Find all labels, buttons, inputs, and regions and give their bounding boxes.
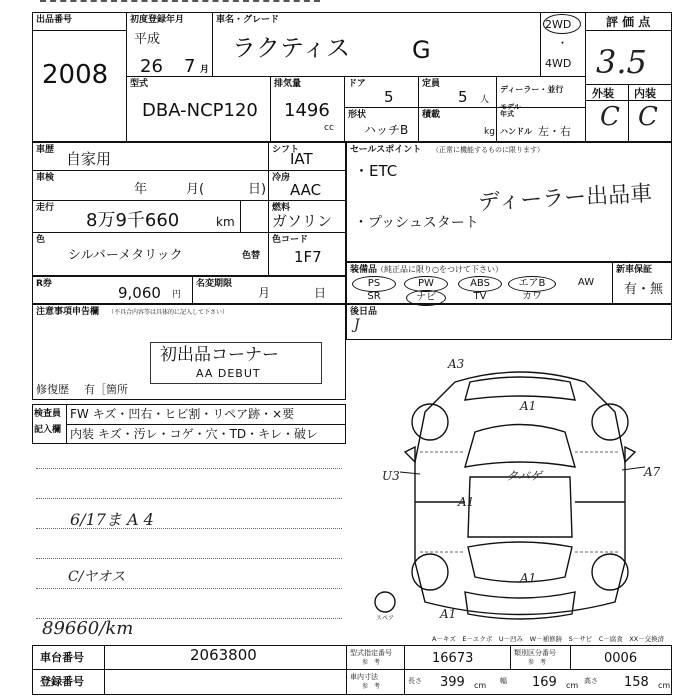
ext-label: 外装 (592, 87, 614, 100)
color-value: シルバーメタリック (68, 248, 183, 263)
inner-dim-ref: 参 考 (362, 683, 381, 690)
mark-u3: U3 (382, 469, 400, 483)
ac-label: 冷房 (272, 173, 291, 183)
mark-roof: タバゲ (506, 469, 542, 483)
mileage-value: 8万9千660 (86, 210, 180, 231)
reg-year: 26 (140, 56, 163, 77)
color-replace-label: 色替 (242, 251, 261, 261)
debut-stamp-sub: AA DEBUT (196, 367, 261, 380)
kg-unit: kg (484, 127, 495, 137)
model-year-label: モデル年式 (500, 103, 521, 118)
drive-dot: ・ (558, 39, 568, 49)
int-grade: C (638, 102, 658, 132)
reg-month: 7 (184, 56, 196, 77)
inner-dim-label: 車内寸法 (350, 673, 378, 681)
shift-label: シフト (272, 145, 300, 155)
inspector-label-2: 記入欄 (34, 425, 62, 435)
displacement-label: 排気量 (274, 79, 302, 89)
mark-a1-front: A1 (520, 399, 537, 413)
equip-leather: カワ (522, 291, 542, 302)
hand-note-1: C/ヤオス (68, 569, 126, 585)
grade: G (412, 36, 431, 64)
inspection-year: 年 (134, 182, 148, 197)
spare-label: スペア (376, 615, 395, 622)
inspector-line-2: 内装 キズ・汚レ・コゲ・穴・TD・キレ・破レ (70, 427, 319, 441)
equip-ps: PS (352, 276, 396, 292)
mark-a1-bottom: A1 (440, 607, 457, 621)
score-label: 評 価 点 (606, 15, 651, 29)
length-unit: cm (474, 681, 487, 690)
damage-legend: A－キズ E－エクボ U－凹み W－補修跡 S－サビ C－腐食 XX－交換済 (432, 635, 665, 643)
mark-a7: A7 (644, 465, 661, 479)
car-damage-diagram (360, 352, 680, 642)
height-unit: cm (658, 681, 671, 690)
name-change-month: 月 (258, 286, 271, 300)
class-label: 類別区分番号 (514, 649, 556, 657)
handle-value: 左・右 (538, 125, 571, 138)
repair-label: 修復歴 (36, 383, 69, 396)
color-code-label: 色コード (272, 235, 309, 245)
lot-label: 出品番号 (36, 15, 73, 25)
notes-label: 注意事項申告欄 (36, 307, 100, 317)
type-desig-label: 型式指定番号 (350, 649, 392, 657)
sales-points-label: セールスポイント (350, 145, 422, 155)
shift-value: IAT (290, 150, 313, 168)
equip-navi: ナビ (406, 290, 446, 306)
score: 3.5 (596, 43, 647, 81)
recycle-label: R券 (36, 279, 52, 289)
equipment-note: （純正品に限り○をつけて下さい） (376, 265, 503, 274)
recycle-unit: 円 (172, 290, 182, 300)
type-desig-number: 16673 (432, 651, 474, 666)
hand-note-2: 89660/km (42, 618, 134, 639)
width-label: 幅 (500, 677, 507, 685)
displacement: 1496 (284, 100, 330, 121)
name-change-day: 日 (314, 286, 327, 300)
equip-airbag: エアB (508, 276, 556, 292)
door-label: ドア (348, 79, 366, 89)
history-label: 車歴 (36, 145, 55, 155)
shape-label: 形状 (348, 110, 367, 120)
car-name: ラクティス (232, 34, 351, 62)
model-code: DBA-NCP120 (142, 100, 258, 121)
class-number: 0006 (604, 651, 638, 666)
length-value: 399 (440, 675, 465, 690)
equip-abs: ABS (458, 276, 502, 292)
new-warranty-value: 有・無 (624, 282, 664, 297)
debut-stamp-main: 初出品コーナー (160, 345, 279, 365)
color-code: 1F7 (294, 248, 322, 266)
class-ref: 参 考 (528, 659, 547, 666)
inspection-month: 月( (186, 182, 205, 197)
doors: 5 (384, 88, 394, 106)
reg-date-label: 初度登録年月 (130, 15, 185, 25)
fuel-value: ガソリン (272, 212, 333, 230)
reg-number-label: 登録番号 (40, 675, 84, 688)
model-label: 車名・グレード (216, 15, 280, 25)
dealer-stamp: ディーラー出品車 (477, 181, 653, 216)
width-value: 169 (532, 675, 557, 690)
ext-grade: C (600, 102, 620, 132)
lot-number: 2008 (42, 60, 109, 90)
inspection-day: 日) (248, 182, 267, 197)
notes-sub: （不具合内容等は具体的に記入して下さい） (108, 309, 229, 316)
cc-unit: cc (324, 123, 334, 133)
chassis-number: 2063800 (190, 646, 257, 664)
mark-a1-side: A1 (458, 495, 475, 509)
height-value: 158 (624, 675, 649, 690)
width-unit: cm (566, 681, 579, 690)
seats: 5 (458, 88, 468, 106)
ac-value: AAC (290, 181, 322, 199)
int-label: 内装 (634, 87, 656, 100)
rear-items-frame (346, 304, 672, 340)
sales-point-0: ・ETC (354, 162, 398, 180)
seats-label: 定員 (422, 79, 441, 89)
drive-4wd: 4WD (545, 57, 572, 70)
type-label: 型式 (130, 79, 149, 89)
sales-points-note: （正常に機能するものに限ります） (432, 146, 544, 154)
mileage-label: 走行 (36, 203, 55, 213)
repair-value: 有［箇所 (84, 383, 128, 396)
load-label: 積載 (422, 110, 441, 120)
sales-point-1: ・プッシュスタート (354, 215, 479, 231)
header-frame (32, 12, 672, 142)
equip-aw: AW (577, 277, 595, 288)
equip-pw: PW (404, 276, 448, 292)
body-shape: ハッチB (364, 123, 409, 137)
mark-a1-rear: A1 (520, 571, 537, 585)
history-value: 自家用 (66, 150, 112, 168)
cropped-top-text (40, 0, 320, 4)
fuel-label: 燃料 (272, 203, 291, 213)
rear-items-label: 後日品 (350, 307, 378, 317)
length-label: 長さ (408, 677, 422, 685)
recycle-value: 9,060 (118, 284, 161, 302)
new-warranty-label: 新車保証 (616, 265, 653, 275)
equip-tv: TV (473, 291, 487, 302)
handle-label: ハンドル (500, 127, 532, 136)
equipment-label: 装備品 (350, 265, 378, 275)
name-change-label: 名変期限 (196, 279, 233, 289)
color-label: 色 (36, 235, 46, 245)
mileage-unit: km (216, 215, 235, 229)
type-desig-ref: 参 考 (362, 659, 381, 666)
mark-a3: A3 (448, 357, 465, 371)
inspector-line-1: FW キズ・凹右・ヒビ割・リペア跡・×要 (70, 407, 295, 421)
drive-2wd: 2WD (545, 18, 572, 31)
inspection-label: 車検 (36, 173, 55, 183)
equip-sr: SR (367, 291, 381, 302)
recycle-frame (32, 276, 346, 304)
inspector-label-1: 検査員 (34, 409, 62, 419)
height-label: 高さ (584, 677, 598, 685)
seats-unit: 人 (480, 95, 490, 105)
era: 平成 (134, 32, 161, 47)
hand-note-0: 6/17ま A 4 (70, 510, 154, 529)
month-unit: 月 (200, 65, 210, 75)
rear-items-mark: J (354, 317, 360, 333)
dealer-label: ディーラー・並行 (500, 85, 564, 94)
chassis-label: 車台番号 (40, 651, 84, 664)
